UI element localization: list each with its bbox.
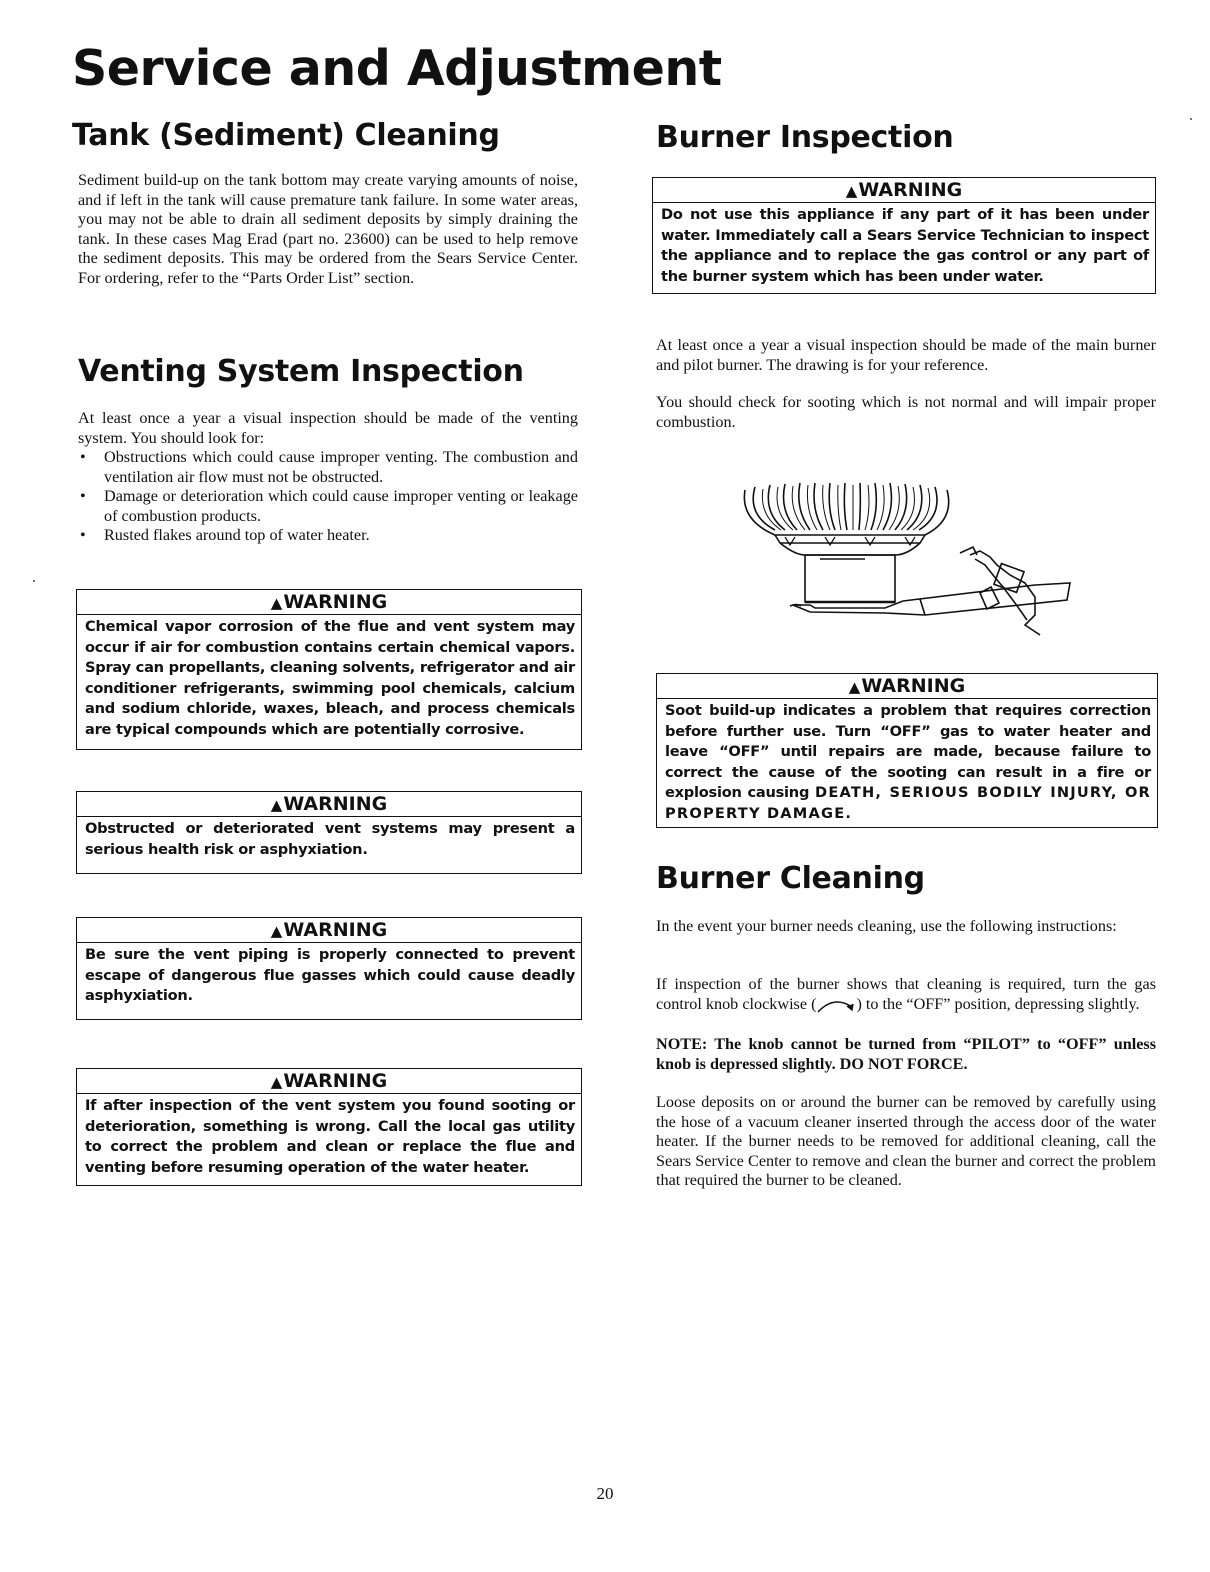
list-item: • Obstructions which could cause improper venting. The combustion and ventilation air flow must not be obstructed. <box>80 448 578 486</box>
burner-cleaning-intro: In the event your burner needs cleaning, use the following instructions: <box>656 917 1117 935</box>
bullet-icon: • <box>80 487 86 505</box>
scan-speck <box>1190 118 1192 120</box>
scan-speck <box>33 580 35 582</box>
warning-text: Obstructed or deteriorated vent systems may present a serious health risk or asphyxiation. <box>85 820 575 858</box>
page-title: Service and Adjustment <box>72 40 722 97</box>
warning-header: ▲WARNING <box>657 674 1157 699</box>
warning-header: ▲WARNING <box>77 1069 581 1094</box>
warning-box-chemical-vapor <box>76 589 582 750</box>
warning-triangle-icon: ▲ <box>270 1073 283 1091</box>
warning-triangle-icon: ▲ <box>270 594 283 612</box>
venting-intro: At least once a year a visual inspection should be made of the venting system. You should look for: <box>78 409 578 447</box>
warning-text: Do not use this appliance if any part of it has been under water. Immediately call a Sears Service Technician to inspect the appliance and to replace the gas control or any part of the burner system which has been under water. <box>661 206 1149 285</box>
warning-box-sooting-deterioration <box>76 1068 582 1186</box>
warning-text: Be sure the vent piping is properly connected to prevent escape of dangerous flue gasses which could cause deadly asphyxiation. <box>85 946 575 1004</box>
warning-text: Soot build-up indicates a problem that requires correction before further use. Turn “OFF” gas to water heater and leave “OFF” until repairs are made, because failure to correct the cause of the sooting can result in a fire or explosion causing DEATH, SERIOUS BODILY INJURY, OR PROPERTY DAMAGE. <box>665 702 1151 822</box>
warning-header: ▲WARNING <box>77 590 581 615</box>
warning-header: ▲WARNING <box>653 178 1155 203</box>
burner-inspection-paragraph-2: You should check for sooting which is not normal and will impair proper combustion. <box>656 393 1156 431</box>
warning-triangle-icon: ▲ <box>845 182 858 200</box>
warning-box-under-water <box>652 177 1156 294</box>
heading-burner-inspection: Burner Inspection <box>656 120 954 155</box>
warning-header: ▲WARNING <box>77 918 581 943</box>
heading-tank-cleaning: Tank (Sediment) Cleaning <box>72 118 500 153</box>
warning-emphasis: DEATH, SERIOUS BODILY INJURY, OR PROPERTY DAMAGE. <box>665 784 1151 822</box>
bullet-icon: • <box>80 448 86 466</box>
page-number: 20 <box>596 1484 614 1503</box>
clockwise-arrow-icon <box>816 997 856 1013</box>
warning-box-soot-buildup <box>656 673 1158 828</box>
tank-cleaning-paragraph: Sediment build-up on the tank bottom may create varying amounts of noise, and if left in the tank will cause premature tank failure. In some water areas, you may not be able to drain all sediment deposits by simply draining the tank. In these cases Mag Erad (part no. 23600) can be used to help remove the sediment deposits. This may be ordered from the Sears Service Center. For ordering, refer to the “Parts Order List” section. <box>78 171 578 287</box>
bullet-icon: • <box>80 526 86 544</box>
burner-cleaning-paragraph: Loose deposits on or around the burner can be removed by carefully using the hose of a vacuum cleaner inserted through the access door of the water heater. If the burner needs to be removed for additional cleaning, call the Sears Service Center to remove and clean the burner and correct the problem that required the burner to be cleaned. <box>656 1093 1156 1189</box>
burner-cleaning-note: NOTE: The knob cannot be turned from “PILOT” to “OFF” unless knob is depressed slightly. DO NOT FORCE. <box>656 1035 1156 1073</box>
warning-box-obstructed-vent <box>76 791 582 874</box>
warning-header: ▲WARNING <box>77 792 581 817</box>
list-item: • Damage or deterioration which could cause improper venting or leakage of combustion products. <box>80 487 578 525</box>
warning-triangle-icon: ▲ <box>270 796 283 814</box>
warning-text: If after inspection of the vent system you found sooting or deterioration, something is wrong. Call the local gas utility to correct the problem and clean or replace the flue and venting before resuming operation of the water heater. <box>85 1097 575 1176</box>
warning-text: Chemical vapor corrosion of the flue and vent system may occur if air for combustion contains certain chemical vapors. Spray can propellants, cleaning solvents, refrigerator and air conditioner refrigerants, swimming pool chemicals, calcium and sodium chloride, waxes, bleach, and process chemicals are typical compounds which are potentially corrosive. <box>85 618 575 738</box>
warning-triangle-icon: ▲ <box>270 922 283 940</box>
heading-venting-inspection: Venting System Inspection <box>78 354 524 389</box>
list-item: • Rusted flakes around top of water heater. <box>80 526 370 544</box>
warning-triangle-icon: ▲ <box>848 678 861 696</box>
burner-assembly-drawing <box>735 475 1075 640</box>
burner-inspection-paragraph-1: At least once a year a visual inspection should be made of the main burner and pilot burner. The drawing is for your reference. <box>656 336 1156 374</box>
heading-burner-cleaning: Burner Cleaning <box>656 861 925 896</box>
warning-box-vent-piping <box>76 917 582 1020</box>
venting-checklist <box>78 448 578 546</box>
burner-cleaning-knob-instructions: If inspection of the burner shows that cleaning is required, turn the gas control knob clockwise ( ) to the “OFF” position, depressing slightly. <box>656 975 1156 1013</box>
